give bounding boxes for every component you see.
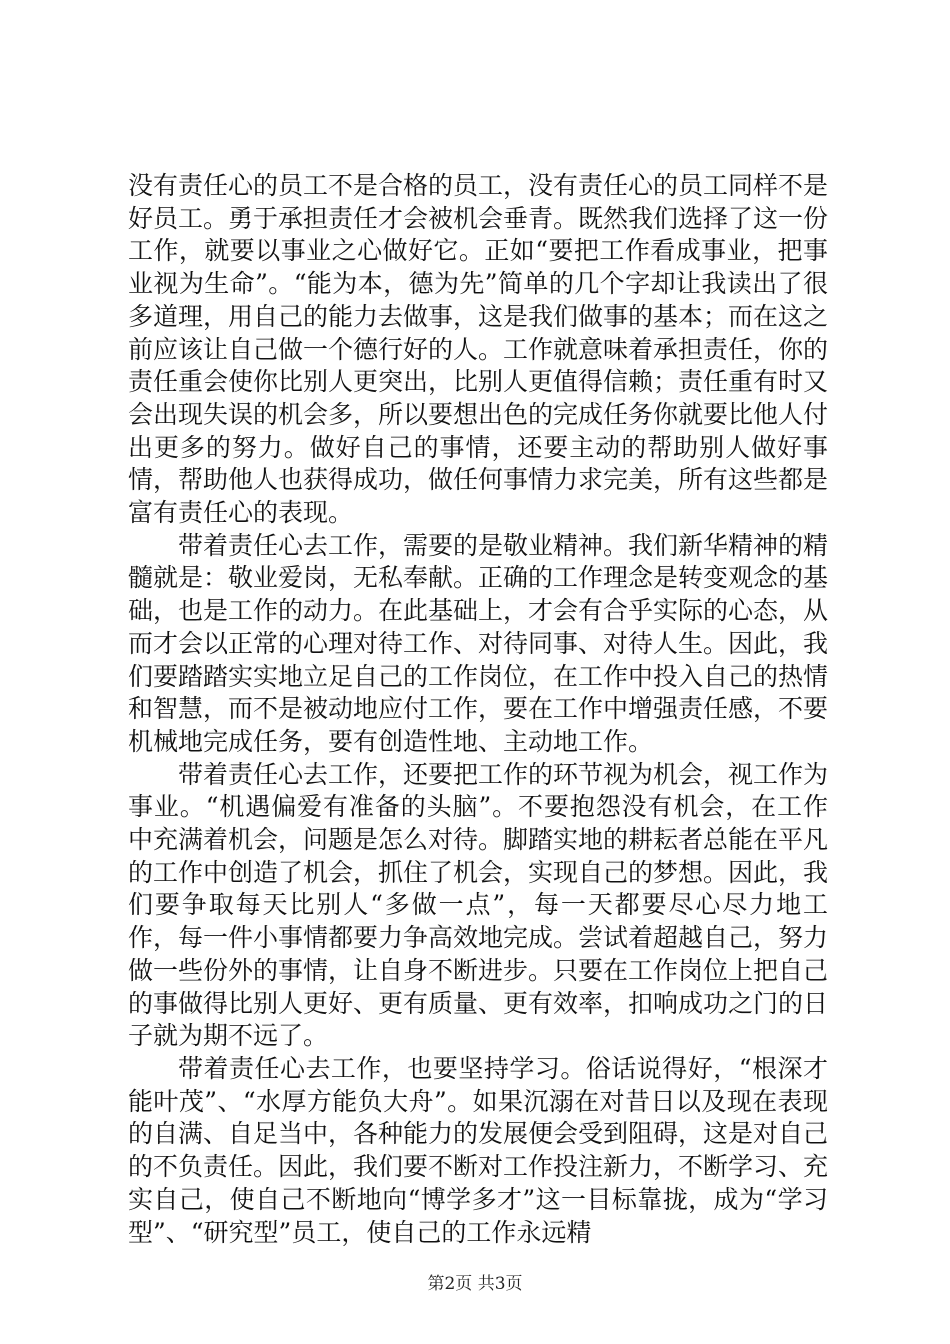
body-text	[128, 170, 828, 1249]
paragraph: 带着责任心去工作，还要把工作的环节视为机会，视工作为事业。“机遇偏爱有准备的头脑”。不要抱怨没有机会，在工作中充满着机会，问题是怎么对待。脚踏实地的耕耘者总能在平凡的工作中创造了机会，抓住了机会，实现自己的梦想。因此，我们要争取每天比别人“多做一点”，每一天都要尽心尽力地工作，每一件小事情都要力争高效地完成。尝试着超越自己，努力做一些份外的事情，让自身不断进步。只要在工作岗位上把自己的事做得比别人更好、更有质量、更有效率，扣响成功之门的日子就为期不远了。	[128, 759, 829, 1051]
paragraph: 带着责任心去工作，也要坚持学习。俗话说得好，“根深才能叶茂”、“水厚方能负大舟”。如果沉溺在对昔日以及现在表现的自满、自足当中，各种能力的发展便会受到阻碍，这是对自己的不负责任。因此，我们要不断对工作投注新力，不断学习、充实自己，使自己不断地向“博学多才”这一目标靠拢，成为“学习型”、“研究型”员工，使自己的工作永远精	[128, 1053, 829, 1247]
paragraph: 带着责任心去工作，需要的是敬业精神。我们新华精神的精髓就是：敬业爱岗，无私奉献。正确的工作理念是转变观念的基础，也是工作的动力。在此基础上，才会有合乎实际的心态，从而才会以正常的心理对待工作、对待同事、对待人生。因此，我们要踏踏实实地立足自己的工作岗位，在工作中投入自己的热情和智慧，而不是被动地应付工作，要在工作中增强责任感，不要机械地完成任务，要有创造性地、主动地工作。	[128, 530, 829, 756]
page-footer: 第2页 共3页	[427, 1274, 523, 1294]
paragraph: 没有责任心的员工不是合格的员工，没有责任心的员工同样不是好员工。勇于承担责任才会被机会垂青。既然我们选择了这一份工作，就要以事业之心做好它。正如“要把工作看成事业，把事业视为生命”。“能为本，德为先”简单的几个字却让我读出了很多道理，用自己的能力去做事，这是我们做事的基本；而在这之前应该让自己做一个德行好的人。工作就意味着承担责任，你的责任重会使你比别人更突出，比别人更值得信赖；责任重有时又会出现失误的机会多，所以要想出色的完成任务你就要比他人付出更多的努力。做好自己的事情，还要主动的帮助别人做好事情，帮助他人也获得成功，做任何事情力求完美，所有这些都是富有责任心的表现。	[128, 171, 829, 528]
